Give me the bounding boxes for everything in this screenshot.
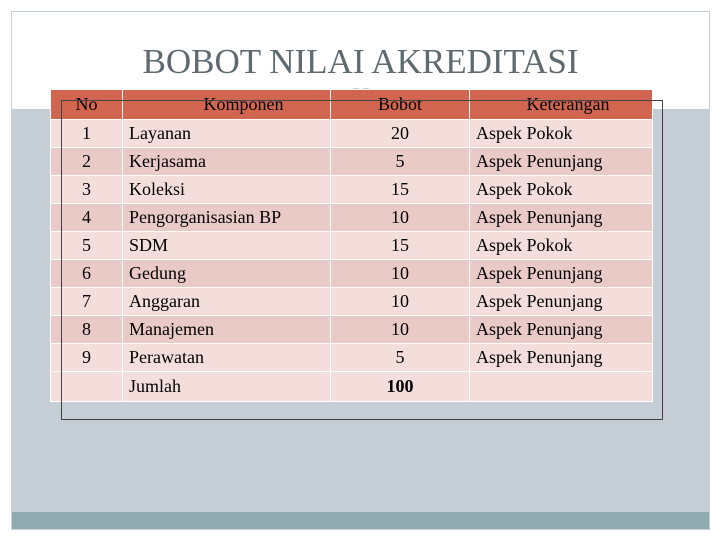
table-row — [51, 288, 653, 316]
cell-no: 5 — [51, 232, 123, 260]
cell-komponen: Kerjasama — [123, 148, 331, 176]
cell-no: 3 — [51, 176, 123, 204]
cell-komponen: Layanan — [123, 120, 331, 148]
cell-bobot: 10 — [331, 204, 470, 232]
cell-komponen: Anggaran — [123, 288, 331, 316]
akreditasi-table — [50, 89, 653, 402]
header-komponen: Komponen — [123, 90, 331, 120]
cell-komponen: Gedung — [123, 260, 331, 288]
cell-bobot: 15 — [331, 232, 470, 260]
total-label: Jumlah — [123, 372, 331, 402]
header-keterangan: Keterangan — [470, 90, 653, 120]
cell-keterangan: Aspek Penunjang — [470, 288, 653, 316]
cell-no: 7 — [51, 288, 123, 316]
cell-empty — [51, 372, 123, 402]
table-row — [51, 232, 653, 260]
cell-keterangan: Aspek Penunjang — [470, 344, 653, 372]
cell-empty — [470, 372, 653, 402]
total-row — [51, 372, 653, 402]
cell-komponen: Pengorganisasian BP — [123, 204, 331, 232]
table-row — [51, 204, 653, 232]
table-row — [51, 344, 653, 372]
cell-bobot: 5 — [331, 344, 470, 372]
cell-keterangan: Aspek Pokok — [470, 120, 653, 148]
cell-no: 1 — [51, 120, 123, 148]
cell-keterangan: Aspek Penunjang — [470, 148, 653, 176]
cell-komponen: Manajemen — [123, 316, 331, 344]
cell-bobot: 10 — [331, 316, 470, 344]
header-bobot: Bobot — [331, 90, 470, 120]
cell-no: 4 — [51, 204, 123, 232]
cell-keterangan: Aspek Penunjang — [470, 204, 653, 232]
cell-keterangan: Aspek Pokok — [470, 176, 653, 204]
cell-komponen: Koleksi — [123, 176, 331, 204]
cell-keterangan: Aspek Pokok — [470, 232, 653, 260]
header-no: No — [51, 90, 123, 120]
table-row — [51, 176, 653, 204]
cell-bobot: 5 — [331, 148, 470, 176]
slide-title: BOBOT NILAI AKREDITASI — [142, 42, 579, 81]
cell-bobot: 10 — [331, 288, 470, 316]
table-row — [51, 260, 653, 288]
table-row — [51, 120, 653, 148]
bottom-bar — [12, 512, 709, 529]
total-bobot: 100 — [331, 372, 470, 402]
cell-no: 2 — [51, 148, 123, 176]
cell-bobot: 10 — [331, 260, 470, 288]
cell-komponen: Perawatan — [123, 344, 331, 372]
cell-keterangan: Aspek Penunjang — [470, 260, 653, 288]
cell-bobot: 15 — [331, 176, 470, 204]
table-row — [51, 148, 653, 176]
cell-no: 9 — [51, 344, 123, 372]
table-header-row — [51, 90, 653, 120]
cell-no: 8 — [51, 316, 123, 344]
cell-no: 6 — [51, 260, 123, 288]
cell-keterangan: Aspek Penunjang — [470, 316, 653, 344]
cell-bobot: 20 — [331, 120, 470, 148]
table-row — [51, 316, 653, 344]
cell-komponen: SDM — [123, 232, 331, 260]
